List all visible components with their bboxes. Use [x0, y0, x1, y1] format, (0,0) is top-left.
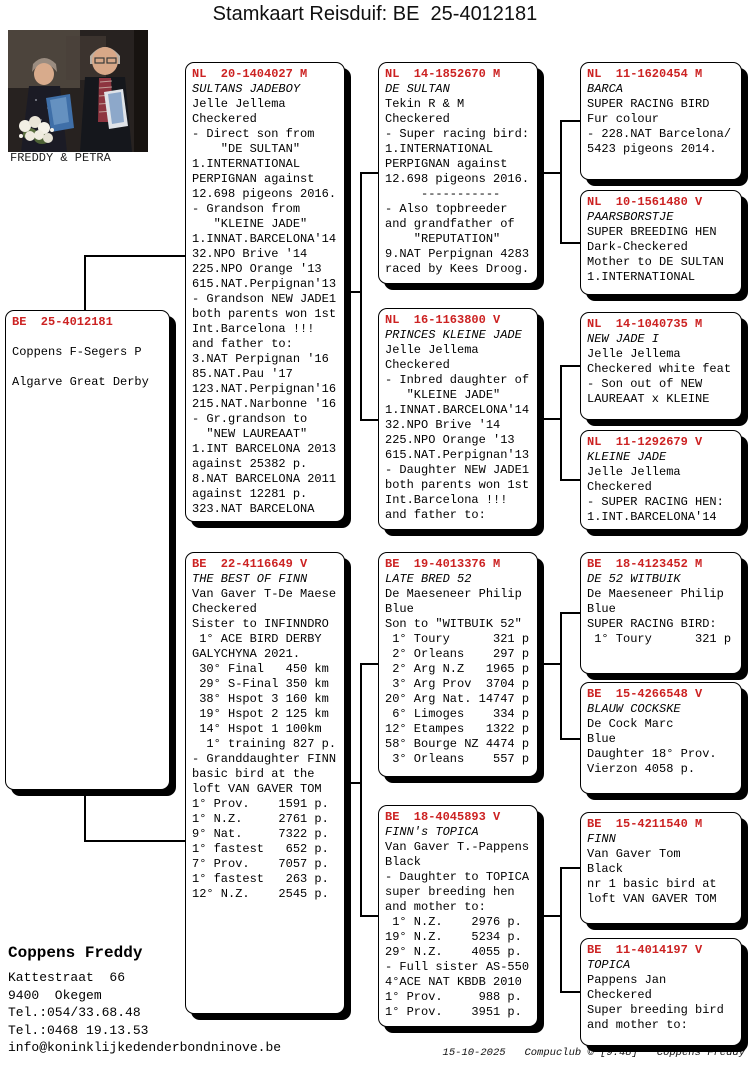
- pedigree-box-dam-sire-sire: [580, 552, 742, 674]
- ring-number: BE 15-4211540 M: [587, 817, 703, 831]
- ring-number: BE 19-4013376 M: [385, 557, 501, 571]
- box-lines: De Maeseneer Philip Blue Son to "WITBUIK 52" 1° Toury 321 p 2° Orleans 297 p 2° Arg N.Z 1965 p 3° Arg Prov 3704 p 20° Arg Nat. 14747 p 6° Limoges 334 p 12° Etampes 1322 p 58° Bourge NZ 4474 p 3° Orleans 557 p: [385, 587, 530, 766]
- owner-name: Coppens Freddy: [8, 944, 143, 962]
- box-lines: SUPER BREEDING HEN Dark-Checkered Mother to DE SULTAN 1.INTERNATIONAL: [587, 225, 724, 284]
- ring-number: NL 11-1620454 M: [587, 67, 703, 81]
- pedigree-box-sire-dam: [378, 308, 538, 530]
- page-title: Stamkaart Reisduif: BE 25-4012181: [212, 3, 538, 25]
- owner-photo: [8, 30, 148, 152]
- pedigree-box-sire-sire: [378, 62, 538, 284]
- connector-line: [360, 419, 378, 421]
- bird-name: FINN: [587, 832, 616, 846]
- box-lines: Van Gaver T-De Maese Checkered Sister to INFINNDRO 1° ACE BIRD DERBY GALYCHYNA 2021. 30° Final 450 km 29° S-Final 350 km 38° Hspot 3 160 km 19° Hspot 2 125 km 14° Hspot 1 100km 1° training 827 p. - Granddaughter FINN basic bird at the loft VAN GAVER TOM 1° Prov. 1591 p. 1° N.Z. 2761 p. 9° Nat. 7322 p. 1° fastest 652 p. 7° Prov. 7057 p. 1° fastest 263 p. 12° N.Z. 2545 p.: [192, 587, 337, 901]
- ring-number: BE 11-4014197 V: [587, 943, 703, 957]
- connector-line: [84, 255, 86, 312]
- box-lines: Jelle Jellema Checkered white feat - Son out of NEW LAUREAAT x KLEINE: [587, 347, 732, 406]
- bird-name: DE SULTAN: [385, 82, 450, 96]
- bird-name: PAARSBORSTJE: [587, 210, 674, 224]
- connector-line: [560, 738, 580, 740]
- connector-line: [345, 782, 360, 784]
- box-lines: Jelle Jellema Checkered - Inbred daughter of "KLEINE JADE" 1.INNAT.BARCELONA'14 32.NPO Brive '14 225.NPO Orange '13 615.NAT.Perpignan'13 - Daughter NEW JADE1 both parents won 1st Int.Barcelona !!! and father to:: [385, 343, 530, 522]
- connector-line: [345, 291, 360, 293]
- connector-line: [560, 365, 562, 481]
- pedigree-box-dam-dam-sire: [580, 812, 742, 924]
- box-lines: Pappens Jan Checkered Super breeding bird and mother to:: [587, 973, 724, 1032]
- ring-number: NL 20-1404027 M: [192, 67, 308, 81]
- connector-line: [560, 867, 580, 869]
- box-lines: Jelle Jellema Checkered - Direct son from "DE SULTAN" 1.INTERNATIONAL PERPIGNAN against 12.698 pigeons 2016. - Grandson from "KLEINE JADE" 1.INNAT.BARCELONA'14 32.NPO Brive '14 225.NPO Orange '13 615.NAT.Perpignan'13 - Grandson NEW JADE1 both parents won 1st Int.Barcelona !!! and father to: 3.NAT Perpignan '16 85.NAT.Pau '17 123.NAT.Perpignan'16 215.NAT.Narbonne '16 - Gr.grandson to "NEW LAUREAAT" 1.INT BARCELONA 2013 against 25382 p. 8.NAT BARCELONA 2011 against 12281 p. 323.NAT BARCELONA: [192, 97, 337, 516]
- ring-number: NL 16-1163800 V: [385, 313, 501, 327]
- photo-caption: FREDDY & PETRA: [10, 151, 111, 165]
- pedigree-box-sire-sire-sire: [580, 62, 742, 180]
- connector-line: [538, 915, 560, 917]
- box-lines: De Maeseneer Philip Blue SUPER RACING BIRD: 1° Toury 321 p: [587, 587, 732, 646]
- connector-line: [538, 418, 560, 420]
- ring-number: NL 11-1292679 V: [587, 435, 703, 449]
- connector-line: [360, 663, 378, 665]
- box-lines: Jelle Jellema Checkered - SUPER RACING HEN: 1.INT.BARCELONA'14: [587, 465, 724, 524]
- pedigree-box-dam-dam: [378, 805, 538, 1027]
- pedigree-box-sire-sire-dam: [580, 190, 742, 295]
- connector-line: [560, 867, 562, 993]
- pedigree-box-sire-dam-sire: [580, 312, 742, 420]
- bird-name: SULTANS JADEBOY: [192, 82, 301, 96]
- connector-line: [560, 612, 562, 740]
- connector-line: [360, 915, 378, 917]
- box-lines: SUPER RACING BIRD Fur colour - 228.NAT Barcelona/ 5423 pigeons 2014.: [587, 97, 732, 156]
- bird-name: DE 52 WITBUIK: [587, 572, 681, 586]
- pedigree-box-subject: [5, 310, 170, 790]
- box-lines: Van Gaver T.-Pappens Black - Daughter to TOPICA super breeding hen and mother to: 1° N.Z. 2976 p. 19° N.Z. 5234 p. 29° N.Z. 4055 p. - Full sister AS-550 4°ACE NAT KBDB 2010 1° Prov. 988 p. 1° Prov. 3951 p.: [385, 840, 530, 1019]
- connector-line: [538, 663, 560, 665]
- ring-number: BE 15-4266548 V: [587, 687, 703, 701]
- ring-number: NL 10-1561480 V: [587, 195, 703, 209]
- bird-name: TOPICA: [587, 958, 631, 972]
- connector-line: [84, 840, 185, 842]
- pedigree-box-dam: [185, 552, 345, 1014]
- connector-line: [560, 479, 580, 481]
- ring-number: BE 18-4045893 V: [385, 810, 501, 824]
- pedigree-box-dam-sire: [378, 552, 538, 777]
- box-lines: Tekin R & M Checkered - Super racing bird: 1.INTERNATIONAL PERPIGNAN against 12.698 pigeons 2016. ----------- - Also topbreeder and grandfather of "REPUTATION" 9.NAT Perpignan 4283 raced by Kees Droog.: [385, 97, 530, 276]
- bird-name: KLEINE JADE: [587, 450, 667, 464]
- box-lines: Van Gaver Tom Black nr 1 basic bird at loft VAN GAVER TOM: [587, 847, 717, 906]
- ring-number: BE 25-4012181: [12, 315, 113, 329]
- connector-line: [560, 120, 562, 244]
- bird-name: LATE BRED 52: [385, 572, 472, 586]
- connector-line: [360, 172, 378, 174]
- connector-line: [84, 788, 86, 842]
- ring-number: NL 14-1040735 M: [587, 317, 703, 331]
- ring-number: BE 22-4116649 V: [192, 557, 308, 571]
- box-lines: Coppens F-Segers P Algarve Great Derby: [12, 345, 149, 389]
- pedigree-box-dam-sire-dam: [580, 682, 742, 794]
- pedigree-box-sire-dam-dam: [580, 430, 742, 530]
- connector-line: [560, 991, 580, 993]
- pedigree-box-sire: [185, 62, 345, 522]
- bird-name: NEW JADE I: [587, 332, 660, 346]
- ring-number: BE 18-4123452 M: [587, 557, 703, 571]
- bird-name: PRINCES KLEINE JADE: [385, 328, 522, 342]
- box-lines: De Cock Marc Blue Daughter 18° Prov. Vierzon 4058 p.: [587, 717, 717, 776]
- owner-address: Kattestraat 66 9400 Okegem Tel.:054/33.68.48 Tel.:0468 19.13.53 info@koninklijkedenderbondninove.be: [8, 970, 282, 1055]
- connector-line: [560, 612, 580, 614]
- connector-line: [360, 172, 362, 421]
- ring-number: NL 14-1852670 M: [385, 67, 501, 81]
- bird-name: FINN's TOPICA: [385, 825, 479, 839]
- photo-illustration: [8, 30, 148, 152]
- connector-line: [84, 255, 185, 257]
- connector-line: [538, 172, 560, 174]
- bird-name: BARCA: [587, 82, 624, 96]
- bird-name: BLAUW COCKSKE: [587, 702, 681, 716]
- connector-line: [360, 663, 362, 917]
- pedigree-box-dam-dam-dam: [580, 938, 742, 1046]
- connector-line: [560, 242, 580, 244]
- bird-name: THE BEST OF FINN: [192, 572, 308, 586]
- print-footer: 15-10-2025 Compuclub © [9.48] Coppens Freddy: [442, 1047, 745, 1059]
- connector-line: [560, 120, 580, 122]
- connector-line: [560, 365, 580, 367]
